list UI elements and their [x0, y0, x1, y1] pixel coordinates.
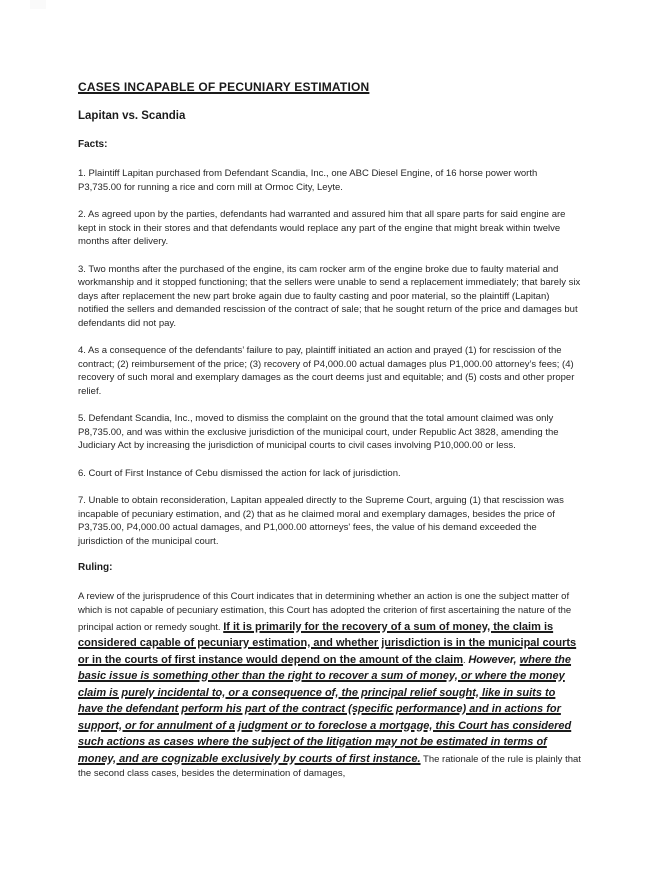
document-title: CASES INCAPABLE OF PECUNIARY ESTIMATION: [78, 80, 370, 94]
ruling-heading: Ruling:: [78, 562, 113, 573]
ruling-run: A review of the jurisprudence of this Court indicates that in determining whether an action is one the subject matter of which is not capable of pecuniary estimation, this Court has adopted the criterion of first ascertaining the nature of the principal action or remedy sought.: [78, 591, 572, 633]
ruling-run: The rationale of the rule is plainly that the second class cases, besides the determination of damages,: [78, 753, 581, 779]
facts-paragraph: 4. As a consequence of the defendants’ failure to pay, plaintiff initiated an action and prayed (1) for rescission of the contract; (2) reimbursement of the price; (3) recovery of P4,000.00 actual damages plus P1,000.00 attorney’s fees; (4) recovery of such moral and exemplary damages as the court deems just and equitable; and (5) costs and other proper relief.: [78, 345, 575, 397]
ruling-run: However,: [468, 653, 520, 666]
ruling-run: If it is primarily for the recovery of a sum of money, the claim is considered capable of pecuniary estimation, and whether jurisdiction is in the municipal courts or in the courts of first instance would depend on the amount of the claim: [78, 620, 577, 666]
facts-heading: Facts:: [78, 139, 108, 150]
facts-paragraph: 7. Unable to obtain reconsideration, Lapitan appealed directly to the Supreme Court, arguing (1) that rescission was incapable of pecuniary estimation, and (2) that as he claimed moral and exemplary damages, besides the price of P3,735.00, P4,000.00 actual damages, and P1,000.00 attorneys' fees, the value of his demand exceeded the jurisdiction of the municipal court.: [78, 495, 564, 547]
facts-paragraphs: [78, 167, 582, 548]
facts-paragraph: 3. Two months after the purchased of the engine, its cam rocker arm of the engine broke due to faulty material and workmanship and it stopped functioning; that the sellers were unable to send a replacement immediately; that barely six days after replacement the new part broke again due to faulty casting and poor material, so the plaintiff (Lapitan) notified the sellers and demanded rescission of the contract of sale; that he sought return of the price and damages but defendants did not pay.: [78, 263, 581, 329]
facts-paragraph: 2. As agreed upon by the parties, defendants had warranted and assured him that all spare parts for said engine are kept in stock in their stores and that defendants would replace any part of the engine that might break within twelve months after delivery.: [78, 209, 566, 247]
facts-paragraph: 5. Defendant Scandia, Inc., moved to dismiss the complaint on the ground that the total amount claimed was only P8,735.00, and was within the exclusive jurisdiction of the municipal court, under Republic Act 3828, amending the Judiciary Act by increasing the jurisdiction of municipal courts to civil cases involving P10,000.00 or less.: [78, 413, 559, 451]
facts-paragraph: 6. Court of First Instance of Cebu dismissed the action for lack of jurisdiction.: [78, 467, 401, 479]
scan-artifact: [30, 0, 46, 9]
ruling-run: .: [463, 654, 469, 666]
case-name: Lapitan vs. Scandia: [78, 110, 186, 122]
ruling-paragraph: [78, 590, 582, 781]
facts-paragraph: 1. Plaintiff Lapitan purchased from Defendant Scandia, Inc., one ABC Diesel Engine, of 16 horse power worth P3,735.00 for running a rice and corn mill at Ormoc City, Leyte.: [78, 168, 538, 193]
ruling-run: where the basic issue is something other than the right to recover a sum of money, or where the money claim is purely incidental to, or a consequence of, the principal relief sought, like in suits to have the defendant perform his part of the contract (specific performance) and in actions for support, or for annulment of a judgment or to foreclose a mortgage, this Court has considered such actions as cases where the subject of the litigation may not be estimated in terms of money, and are cognizable exclusively by courts of first instance.: [78, 653, 572, 765]
